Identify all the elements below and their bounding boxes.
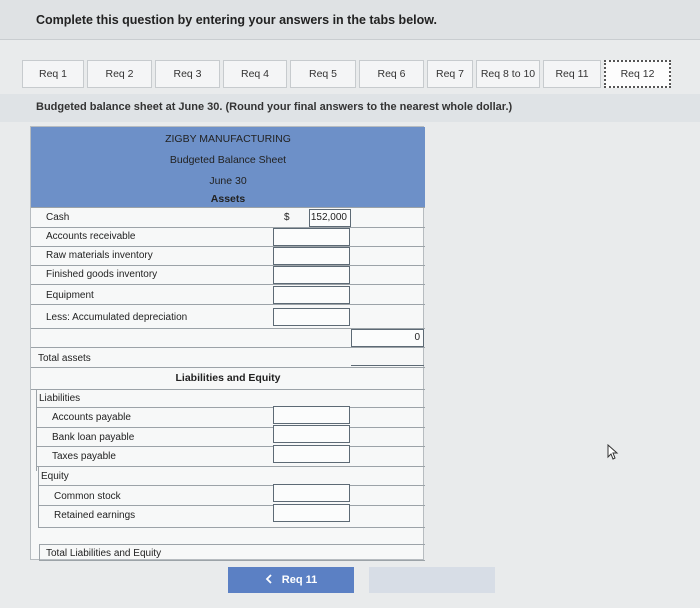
equity-label-common-stock: Common stock — [54, 491, 121, 502]
tab-req-3[interactable]: Req 3 — [155, 60, 220, 88]
total-assets-label: Total assets — [38, 353, 91, 364]
accounts-receivable-input[interactable] — [273, 228, 350, 246]
asset-label-equipment: Equipment — [46, 290, 94, 301]
asset-label-cash: Cash — [46, 212, 70, 223]
equity-label: Equity — [41, 471, 69, 482]
equipment-input[interactable] — [273, 286, 350, 304]
assets-heading: Assets — [210, 193, 246, 205]
tab-req-11[interactable]: Req 11 — [543, 60, 601, 88]
liabilities-label: Liabilities — [39, 393, 81, 404]
question-text: Budgeted balance sheet at June 30. (Round your final answers to the nearest whole dollar.) — [0, 94, 700, 122]
requirement-tabs — [22, 60, 694, 90]
tab-req-4[interactable]: Req 4 — [223, 60, 287, 88]
finished-goods-input[interactable] — [273, 266, 350, 284]
tab-req-7[interactable]: Req 7 — [427, 60, 473, 88]
currency-symbol: $ — [284, 212, 290, 223]
total-assets-value — [351, 348, 424, 366]
taxes-payable-input[interactable] — [273, 445, 350, 463]
tab-req-2[interactable]: Req 2 — [87, 60, 152, 88]
instruction-text: Complete this question by entering your answers in the tabs below. — [0, 0, 700, 40]
tab-req-1[interactable]: Req 1 — [22, 60, 84, 88]
next-req-button[interactable] — [369, 567, 495, 593]
equity-label-retained-earnings: Retained earnings — [54, 510, 136, 521]
asset-label-accounts-receivable: Accounts receivable — [46, 231, 136, 242]
sheet-title: Budgeted Balance Sheet — [169, 154, 287, 166]
cash-value: 152,000 — [309, 209, 351, 227]
total-liabilities-equity-label: Total Liabilities and Equity — [46, 548, 162, 559]
common-stock-input[interactable] — [273, 484, 350, 502]
chevron-left-icon — [265, 574, 272, 587]
tab-req-6[interactable]: Req 6 — [359, 60, 424, 88]
balance-sheet-table — [30, 126, 424, 560]
tab-req-8-to-10[interactable]: Req 8 to 10 — [476, 60, 540, 88]
liab-label-taxes-payable: Taxes payable — [52, 451, 116, 462]
asset-subtotal-value: 0 — [351, 329, 424, 347]
mouse-cursor-icon — [607, 444, 619, 465]
previous-req-label: Req 11 — [281, 574, 318, 586]
company-name: ZIGBY MANUFACTURING — [165, 133, 291, 145]
bank-loan-input[interactable] — [273, 425, 350, 443]
retained-earnings-input[interactable] — [273, 504, 350, 522]
tab-req-12[interactable]: Req 12 — [604, 60, 671, 88]
asset-label-raw-materials: Raw materials inventory — [46, 250, 153, 261]
accumulated-depreciation-input[interactable] — [273, 308, 350, 326]
liabilities-equity-heading: Liabilities and Equity — [175, 372, 281, 384]
raw-materials-input[interactable] — [273, 247, 350, 265]
asset-label-finished-goods: Finished goods inventory — [46, 269, 158, 280]
tab-req-5[interactable]: Req 5 — [290, 60, 356, 88]
liab-label-bank-loan: Bank loan payable — [52, 432, 135, 443]
sheet-date: June 30 — [209, 175, 247, 187]
previous-req-button[interactable] — [228, 567, 354, 593]
accounts-payable-input[interactable] — [273, 406, 350, 424]
asset-label-accumulated-depreciation: Less: Accumulated depreciation — [46, 312, 188, 323]
liab-label-accounts-payable: Accounts payable — [52, 412, 131, 423]
